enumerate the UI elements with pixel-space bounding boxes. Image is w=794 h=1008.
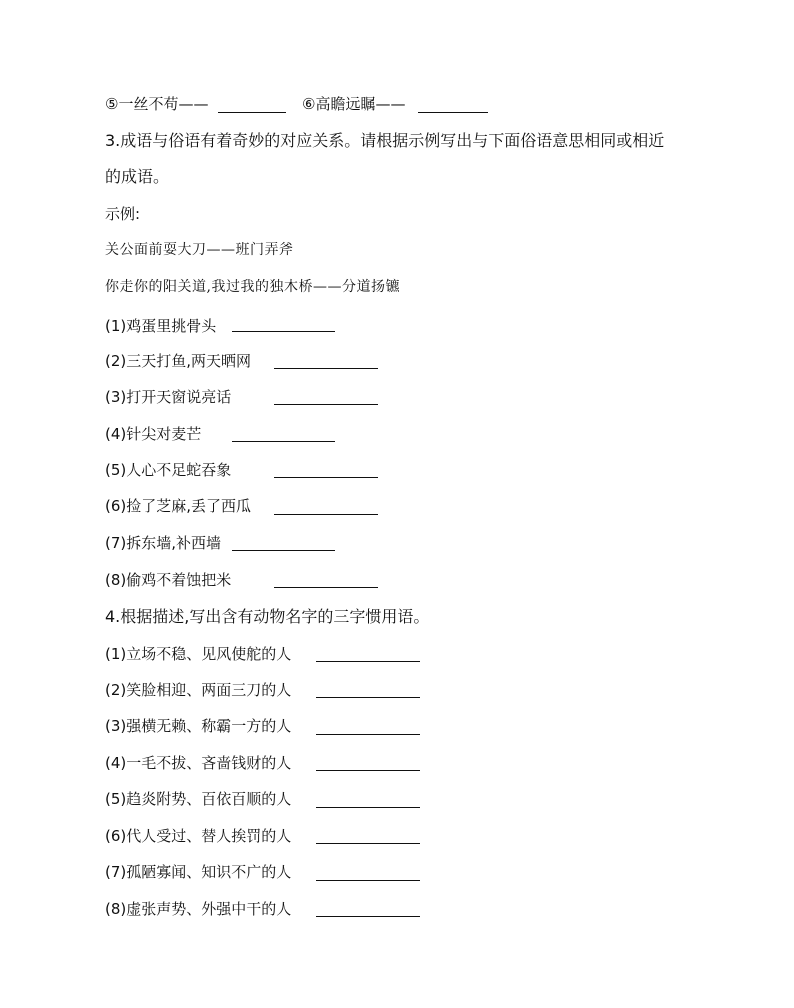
q3-item-7: (7)拆东墙,补西墙 bbox=[105, 534, 222, 552]
item-6-label: ⑥高瞻远瞩—— bbox=[302, 95, 406, 113]
q3-item-6: (6)捡了芝麻,丢了西瓜 bbox=[105, 497, 252, 515]
q4-item-2: (2)笑脸相迎、两面三刀的人 bbox=[105, 681, 292, 699]
q3-example-1: 关公面前耍大刀——班门弄斧 bbox=[105, 242, 294, 258]
q3-stem-line2: 的成语。 bbox=[105, 167, 170, 186]
q3-item-8-blank[interactable] bbox=[274, 587, 378, 588]
q4-item-4-blank[interactable] bbox=[316, 770, 420, 771]
q4-item-3: (3)强横无赖、称霸一方的人 bbox=[105, 717, 292, 735]
q3-example-2: 你走你的阳关道,我过我的独木桥——分道扬镳 bbox=[105, 279, 400, 295]
q3-example-label: 示例: bbox=[105, 205, 141, 223]
q3-item-3-blank[interactable] bbox=[274, 404, 378, 405]
q3-item-3: (3)打开天窗说亮话 bbox=[105, 388, 232, 406]
q3-item-2: (2)三天打鱼,两天晒网 bbox=[105, 352, 252, 370]
q4-item-8: (8)虚张声势、外强中干的人 bbox=[105, 900, 292, 918]
q4-item-5: (5)趋炎附势、百依百顺的人 bbox=[105, 790, 292, 808]
item-5-label: ⑤一丝不苟—— bbox=[105, 95, 209, 113]
q3-item-1: (1)鸡蛋里挑骨头 bbox=[105, 317, 217, 335]
q4-item-1: (1)立场不稳、见风使舵的人 bbox=[105, 645, 292, 663]
q3-item-1-blank[interactable] bbox=[232, 331, 335, 332]
q3-item-6-blank[interactable] bbox=[274, 514, 378, 515]
q4-item-1-blank[interactable] bbox=[316, 661, 420, 662]
q3-item-8: (8)偷鸡不着蚀把米 bbox=[105, 571, 232, 589]
q3-item-7-blank[interactable] bbox=[232, 550, 335, 551]
q3-item-4-blank[interactable] bbox=[232, 441, 335, 442]
q4-item-8-blank[interactable] bbox=[316, 916, 420, 917]
q3-item-2-blank[interactable] bbox=[274, 368, 378, 369]
q4-stem: 4.根据描述,写出含有动物名字的三字惯用语。 bbox=[105, 607, 430, 626]
q4-item-7: (7)孤陋寡闻、知识不广的人 bbox=[105, 863, 292, 881]
item-6-answer-blank[interactable] bbox=[418, 112, 488, 113]
q4-item-2-blank[interactable] bbox=[316, 697, 420, 698]
q3-item-5: (5)人心不足蛇吞象 bbox=[105, 461, 232, 479]
q4-item-7-blank[interactable] bbox=[316, 880, 420, 881]
item-5-answer-blank[interactable] bbox=[218, 112, 286, 113]
q4-item-6-blank[interactable] bbox=[316, 843, 420, 844]
q3-item-4: (4)针尖对麦芒 bbox=[105, 425, 202, 443]
q4-item-4: (4)一毛不拔、吝啬钱财的人 bbox=[105, 754, 292, 772]
q4-item-5-blank[interactable] bbox=[316, 807, 420, 808]
q4-item-6: (6)代人受过、替人挨罚的人 bbox=[105, 827, 292, 845]
q3-item-5-blank[interactable] bbox=[274, 477, 378, 478]
q4-item-3-blank[interactable] bbox=[316, 734, 420, 735]
q3-stem-line1: 3.成语与俗语有着奇妙的对应关系。请根据示例写出与下面俗语意思相同或相近 bbox=[105, 131, 665, 150]
